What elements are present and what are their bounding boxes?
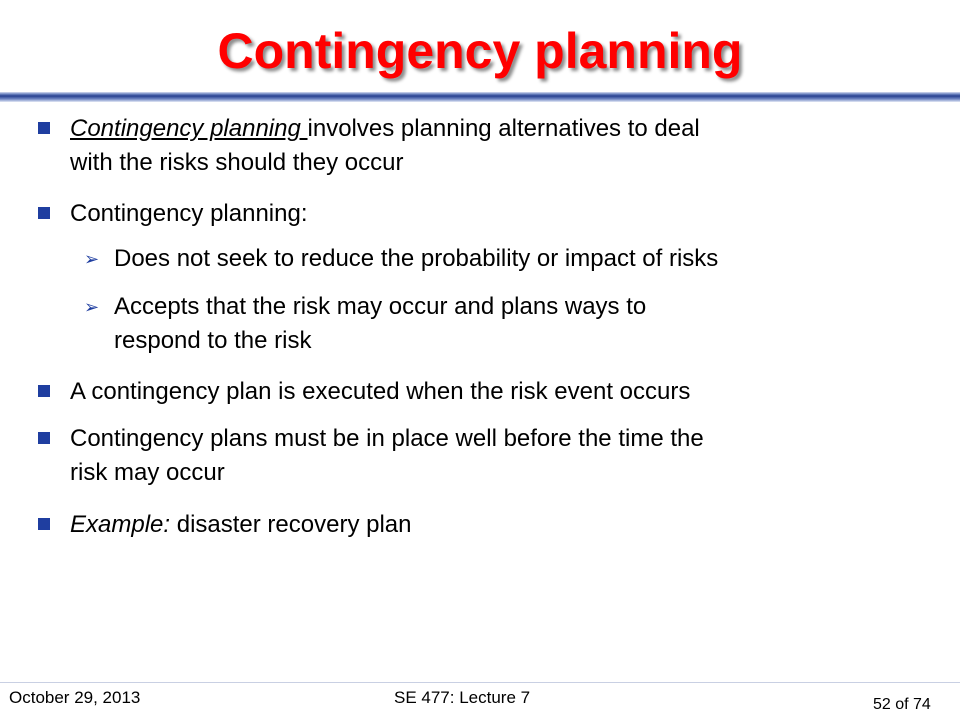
slide-title: Contingency planning	[217, 23, 743, 79]
bullet-text-continued: with the risks should they occur	[70, 149, 404, 176]
bullet-item	[70, 508, 930, 542]
footer-course: SE 477: Lecture 7	[394, 688, 531, 707]
square-bullet-icon	[38, 432, 50, 444]
square-bullet-icon	[38, 385, 50, 397]
bullet-emphasis: Example:	[70, 511, 171, 538]
bullet-item	[70, 375, 930, 409]
bullet-text: Contingency planning:	[70, 200, 308, 227]
footer-date: October 29, 2013	[9, 688, 141, 707]
sub-bullet-text: Accepts that the risk may occur and plans ways to	[114, 293, 647, 320]
bullet-item	[70, 197, 930, 231]
footer-divider	[0, 682, 960, 683]
arrow-bullet-icon: ➢	[84, 297, 100, 317]
slide-number: 52 of 74	[873, 696, 931, 713]
sub-bullet-text-continued: respond to the risk	[114, 327, 312, 354]
sub-bullet-item	[84, 290, 924, 358]
arrow-bullet-icon: ➢	[84, 249, 100, 269]
bullet-item	[70, 422, 930, 490]
square-bullet-icon	[38, 207, 50, 219]
square-bullet-icon	[38, 518, 50, 530]
bullet-text: involves planning alternatives to deal	[307, 115, 700, 142]
sub-bullet-text: Does not seek to reduce the probability or impact of risks	[114, 245, 719, 272]
title-divider	[0, 92, 960, 102]
square-bullet-icon	[38, 122, 50, 134]
bullet-text: A contingency plan is executed when the risk event occurs	[70, 378, 691, 405]
bullet-text: disaster recovery plan	[170, 511, 412, 538]
bullet-text-continued: risk may occur	[70, 459, 225, 486]
bullet-item	[70, 112, 930, 180]
sub-bullet-item	[84, 242, 924, 276]
bullet-text: Contingency plans must be in place well before the time the	[70, 425, 704, 452]
bullet-emphasis: Contingency planning	[70, 115, 308, 142]
